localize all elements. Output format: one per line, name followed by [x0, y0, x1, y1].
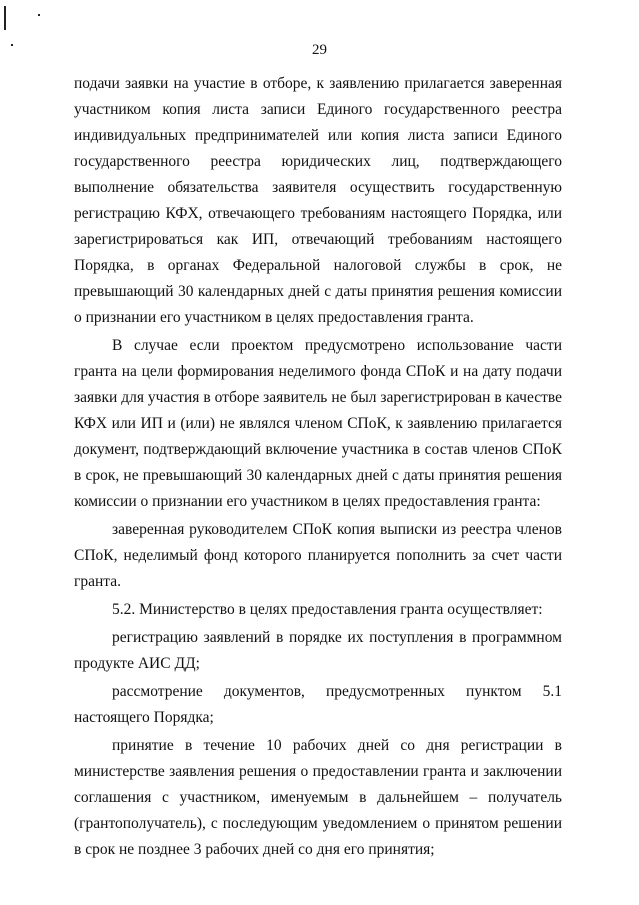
paragraph-indivisible-fund: В случае если проектом предусмотрено использование части гранта на цели формирования неделимого фонда СПоК и на дату подачи заявки для участия в отборе заявитель не был зарегистрирован в качестве КФХ или ИП и (или) не являлся членом СПоК, к заявлению прилагается документ, подтверждающий включение участника в состав членов СПоК в срок, не превышающий 30 календарных дней с даты принятия решения комиссии о признании его участником в целях предоставления гранта:	[74, 337, 562, 510]
paragraph-registration: регистрацию заявлений в порядке их поступления в программном продукте АИС ДД;	[74, 629, 562, 672]
page-number: 29	[312, 42, 327, 58]
paragraph-decision: принятие в течение 10 рабочих дней со дня регистрации в министерстве заявления решения о предоставлении гранта и заключении соглашения с участником, именуемым в дальнейшем – получатель (грантополучатель), с последующим уведомлением о принятом решении в срок не позднее 3 рабочих дней со дня его принятия;	[74, 737, 562, 858]
scan-mark	[38, 14, 40, 16]
paragraph-application-documents: подачи заявки на участие в отборе, к заявлению прилагается заверенная участником копия листа записи Единого государственного реестра индивидуальных предпринимателей или копия листа записи Единого государственного реестра юридических лиц, подтверждающего выполнение обязательства заявителя осуществить государственную регистрацию КФХ, отвечающего требованиям настоящего Порядка, или зарегистрироваться как ИП, отвечающий требованиям настоящего Порядка, в органах Федеральной налоговой службы в срок, не превышающий 30 календарных дней с даты принятия решения комиссии о признании его участником в целях предоставления гранта.	[74, 75, 562, 326]
paragraph-review: рассмотрение документов, предусмотренных пунктом 5.1 настоящего Порядка;	[74, 683, 562, 726]
paragraph-registry-extract: заверенная руководителем СПоК копия выписки из реестра членов СПоК, неделимый фонд которого планируется пополнить за счет части гранта.	[74, 521, 562, 590]
scan-mark	[4, 6, 6, 30]
paragraph-section-5-2: 5.2. Министерство в целях предоставления гранта осуществляет:	[112, 601, 543, 618]
document-body	[74, 71, 562, 863]
